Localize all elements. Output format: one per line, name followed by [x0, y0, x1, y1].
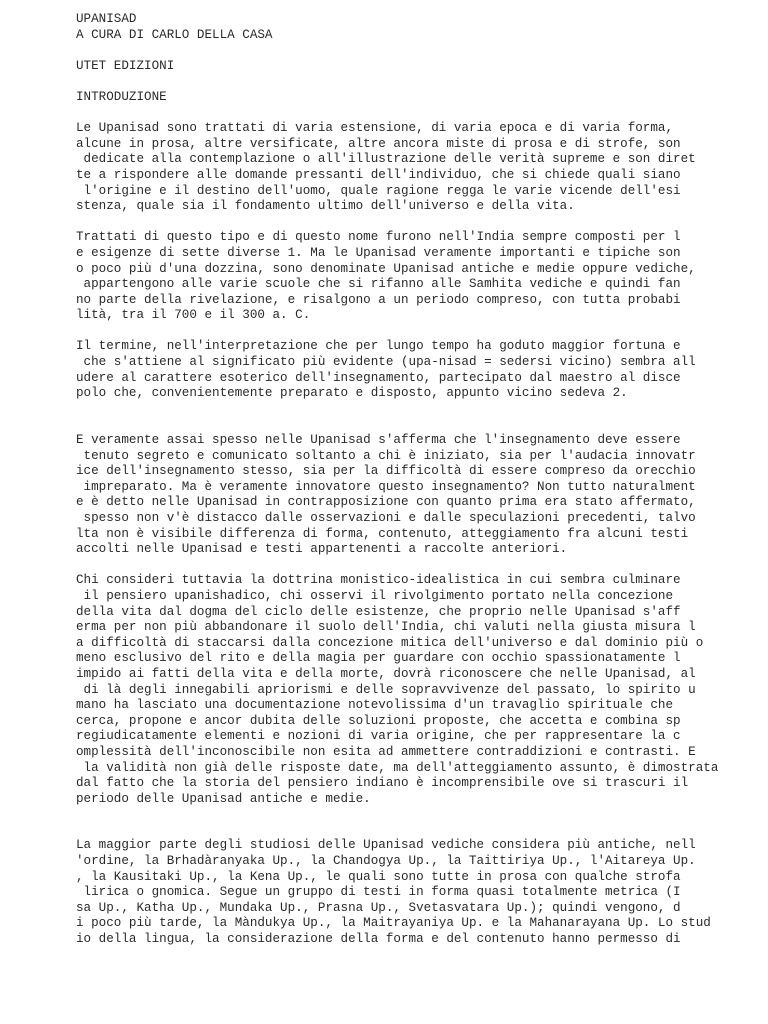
text-line: e è detto nelle Upanisad in contrapposizione con quanto prima era stato affermato, [76, 495, 696, 510]
text-line: omplessità dell'inconoscibile non esita ad ammettere contraddizioni e contrasti. E [76, 744, 696, 759]
paragraph [76, 573, 756, 807]
text-line: il pensiero upanishadico, chi osservi il rivolgimento portato nella concezione [76, 588, 674, 603]
text-line: della vita dal dogma del ciclo delle esistenze, che proprio nelle Upanisad s'aff [76, 604, 681, 619]
text-line: regiudicatamente elementi e nozioni di varia origine, che per rappresentare la c [76, 729, 681, 744]
text-line: La maggior parte degli studiosi delle Upanisad vediche considera più antiche, nell [76, 838, 696, 853]
text-line: la validità non già delle risposte date, ma dell'atteggiamento assunto, è dimostrata [76, 760, 719, 775]
text-line: a difficoltà di staccarsi dalla concezione mitica dell'universo e dal dominio più o [76, 635, 704, 650]
paragraph [76, 339, 756, 401]
text-line: erma per non più abbandonare il suolo dell'India, chi valuti nella giusta misura l [76, 620, 696, 635]
text-line: di là degli innegabili apriorismi e delle sopravvivenze del passato, lo spirito u [76, 682, 696, 697]
text-line: te a rispondere alle domande pressanti dell'individuo, che si chiede quali siano [76, 167, 681, 182]
text-line: o poco più d'una dozzina, sono denominate Upanisad antiche e medie oppure vediche, [76, 261, 696, 276]
text-line: , la Kausitaki Up., la Kena Up., le quali sono tutte in prosa con qualche strofa [76, 869, 681, 884]
text-line: impido ai fatti della vita e della morte, dovrà riconoscere che nelle Upanisad, al [76, 666, 696, 681]
text-line: 'ordine, la Brhadàranyaka Up., la Chandogya Up., la Taittiriya Up., l'Aitareya Up. [76, 854, 696, 869]
text-line: Il termine, nell'interpretazione che per lungo tempo ha goduto maggior fortuna e [76, 339, 681, 354]
section-heading: INTRODUZIONE [76, 89, 167, 104]
text-line: stenza, quale sia il fondamento ultimo dell'universo e della vita. [76, 199, 575, 214]
text-line: E veramente assai spesso nelle Upanisad s'afferma che l'insegnamento deve essere [76, 433, 681, 448]
text-line: no parte della rivelazione, e risalgono a un periodo compreso, con tutta probabi [76, 292, 681, 307]
text-line: tenuto segreto e comunicato soltanto a chi è iniziato, sia per l'audacia innovatr [76, 448, 696, 463]
text-line: appartengono alle varie scuole che si rifanno alle Samhita vediche e quindi fan [76, 277, 681, 292]
text-line: alcune in prosa, altre versificate, altre ancora miste di prosa e di strofe, son [76, 136, 681, 151]
text-line: dal fatto che la storia del pensiero indiano è incomprensibile ove si trascuri il [76, 776, 689, 791]
document-page [76, 12, 756, 948]
text-line: accolti nelle Upanisad e testi appartenenti a raccolte anteriori. [76, 542, 568, 557]
text-line: Chi consideri tuttavia la dottrina monistico-idealistica in cui sembra culminare [76, 573, 681, 588]
text-line: polo che, convenientemente preparato e disposto, appunto vicino sedeva 2. [76, 386, 628, 401]
text-line: e esigenze di sette diverse 1. Ma le Upanisad veramente importanti e tipiche son [76, 245, 681, 260]
text-line: spesso non v'è distacco dalle osservazioni e dalle speculazioni precedenti, talvo [76, 511, 696, 525]
text-line: i poco più tarde, la Màndukya Up., la Maitrayaniya Up. e la Mahanarayana Up. Lo stud [76, 916, 711, 931]
text-line: ice dell'insegnamento stesso, sia per la difficoltà di essere compreso da orecchio [76, 464, 696, 479]
text-line: lirica o gnomica. Segue un gruppo di testi in forma quasi totalmente metrica (I [76, 885, 681, 900]
text-line: Le Upanisad sono trattati di varia estensione, di varia epoca e di varia forma, [76, 121, 674, 136]
text-line: l'origine e il destino dell'uomo, quale ragione regga le varie vicende dell'esi [76, 183, 681, 198]
document-editor: A CURA DI CARLO DELLA CASA [76, 27, 273, 42]
text-line: io della lingua, la considerazione della forma e del contenuto hanno permesso di [76, 932, 681, 947]
paragraph [76, 838, 756, 947]
text-line: periodo delle Upanisad antiche e medie. [76, 791, 371, 806]
text-line: meno esclusivo del rito e della magia per guardare con occhio spassionatamente l [76, 651, 681, 666]
document-publisher: UTET EDIZIONI [76, 58, 175, 73]
paragraph [76, 433, 756, 558]
text-line: impreparato. Ma è veramente innovatore questo insegnamento? Non tutto naturalment [76, 479, 696, 494]
text-line: lità, tra il 700 e il 300 a. C. [76, 308, 311, 323]
text-line: udere al carattere esoterico dell'insegnamento, partecipato dal maestro al disce [76, 370, 681, 385]
body-text [76, 121, 756, 947]
paragraph [76, 121, 756, 215]
paragraph [76, 230, 756, 324]
text-line: sa Up., Katha Up., Mundaka Up., Prasna Up., Svetasvatara Up.); quindi vengono, d [76, 900, 681, 915]
text-line: mano ha lasciato una documentazione notevolissima d'un travaglio spirituale che [76, 698, 674, 713]
document-title: UPANISAD [76, 12, 137, 26]
text-line: che s'attiene al significato più evidente (upa-nisad = sedersi vicino) sembra all [76, 355, 696, 370]
text-line: Trattati di questo tipo e di questo nome furono nell'India sempre composti per l [76, 230, 681, 245]
text-line: cerca, propone e ancor dubita delle soluzioni proposte, che accetta e combina sp [76, 713, 681, 728]
text-line: dedicate alla contemplazione o all'illustrazione delle verità supreme e son diret [76, 152, 696, 167]
text-line: lta non è visibile differenza di forma, contenuto, atteggiamento fra alcuni testi [76, 526, 689, 541]
